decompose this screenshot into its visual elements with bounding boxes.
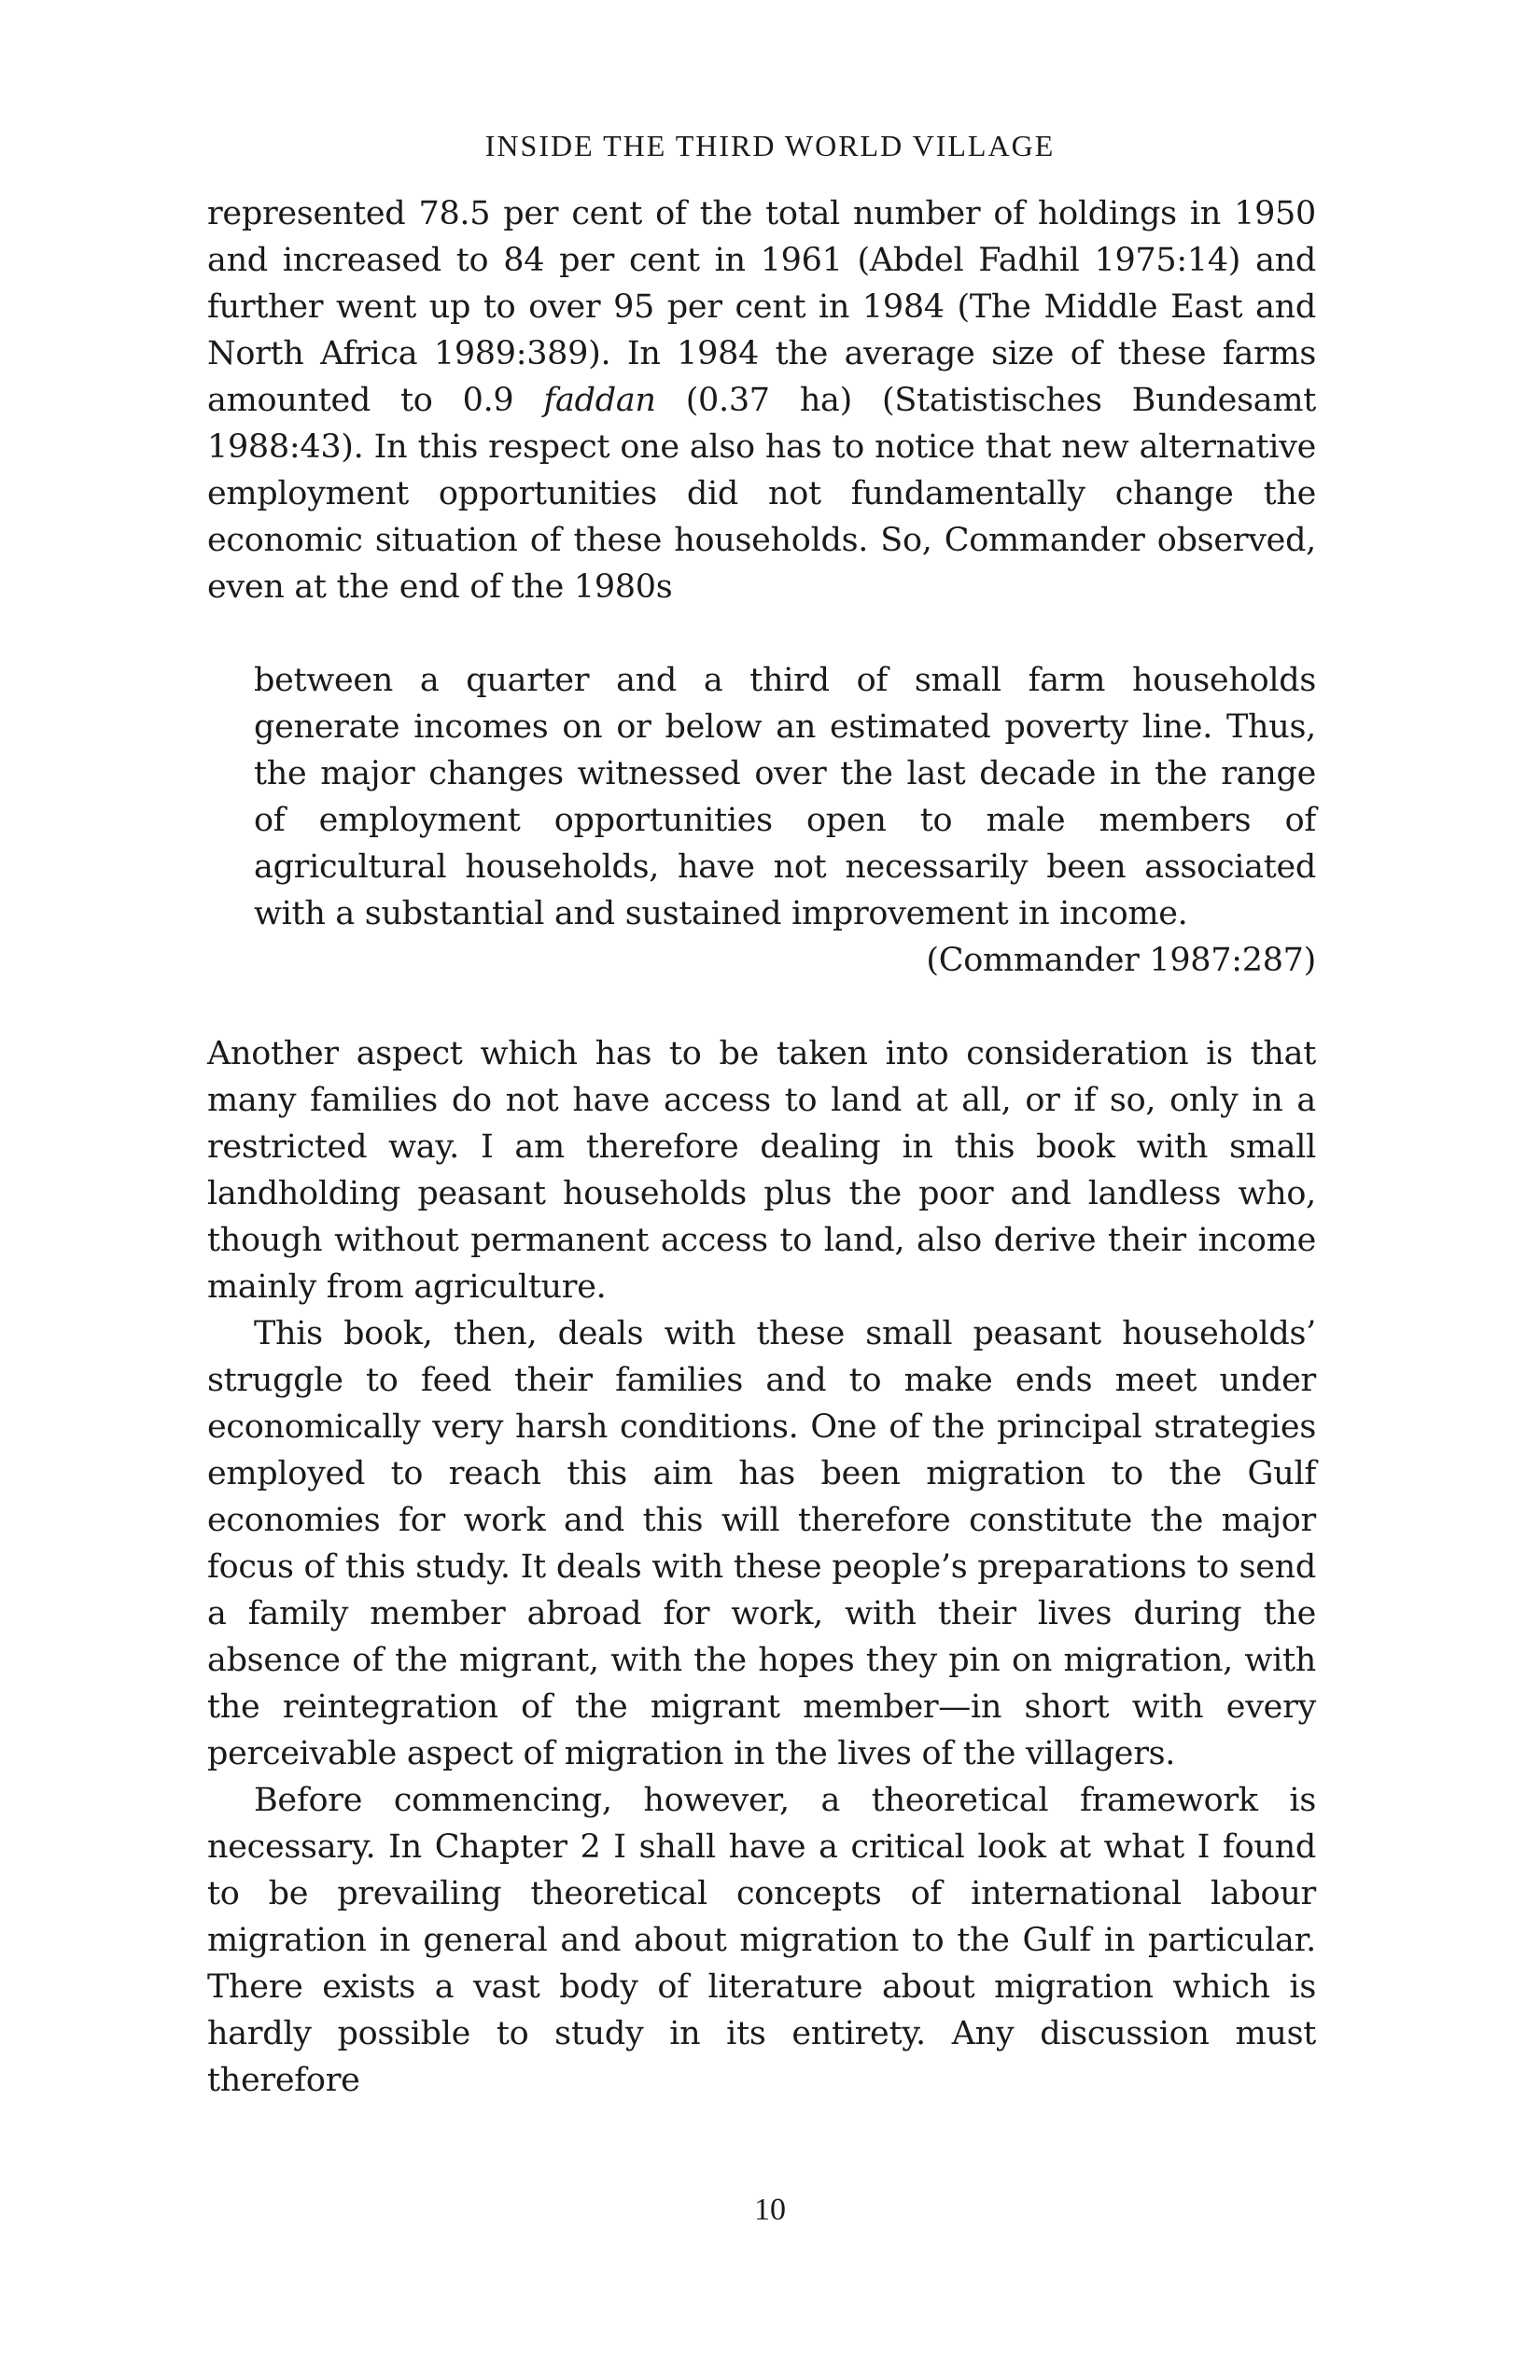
block-quote <box>254 657 1316 984</box>
quote-citation: (Commander 1987:287) <box>926 942 1316 979</box>
page-number: 10 <box>754 2192 786 2227</box>
running-head: INSIDE THE THIRD WORLD VILLAGE <box>484 129 1056 162</box>
paragraph: This book, then, deals with these small peasant households’ struggle to feed their families and to make ends meet under economically very harsh conditions. One of the principal strategies employed to reach this aim has been migration to the Gulf economies for work and this will therefore constitute the major focus of this study. It deals with these people’s preparations to send a family member abroad for work, with their lives during the absence of the migrant, with the hopes they pin on migration, with the reintegration of the migrant member—in short with every perceivable aspect of migration in the lives of the villagers. <box>207 1315 1316 1772</box>
body-text <box>207 190 1316 2104</box>
paragraph-text: represented 78.5 per cent of the total number of holdings in 1950 and increased to 84 per cent in 1961 (Abdel Fadhil 1975:14) and further went up to over 95 per cent in 1984 (The Middle East and North Africa 1989:389). In 1984 the average size of these farms amounted to 0.9 <box>207 195 1316 419</box>
paragraph-continued <box>207 190 1316 610</box>
quote-text: between a quarter and a third of small farm households generate incomes on or below an estimated poverty line. Thus, the major changes witnessed over the last decade in the range of employment opportunities open to male members of agricultural households, have not necessarily been associated with a substantial and sustained improvement in income. <box>254 662 1316 932</box>
paragraph-text: (0.37 ha) (Statistisches Bundesamt 1988:43). In this respect one also has to notice that new alternative employment opportunities did not fundamentally change the economic situation of these households. So, Commander observed, even at the end of the 1980s <box>207 382 1316 606</box>
italic-term: faddan <box>543 382 656 419</box>
paragraph: Before commencing, however, a theoretical framework is necessary. In Chapter 2 I shall have a critical look at what I found to be prevailing theoretical concepts of international labour migration in general and about migration to the Gulf in particular. There exists a vast body of literature about migration which is hardly possible to study in its entirety. Any discussion must therefore <box>207 1782 1316 2099</box>
paragraph: Another aspect which has to be taken into consideration is that many families do not have access to land at all, or if so, only in a restricted way. I am therefore dealing in this book with small landholding peasant households plus the poor and landless who, though without permanent access to land, also derive their income mainly from agriculture. <box>207 1035 1316 1306</box>
